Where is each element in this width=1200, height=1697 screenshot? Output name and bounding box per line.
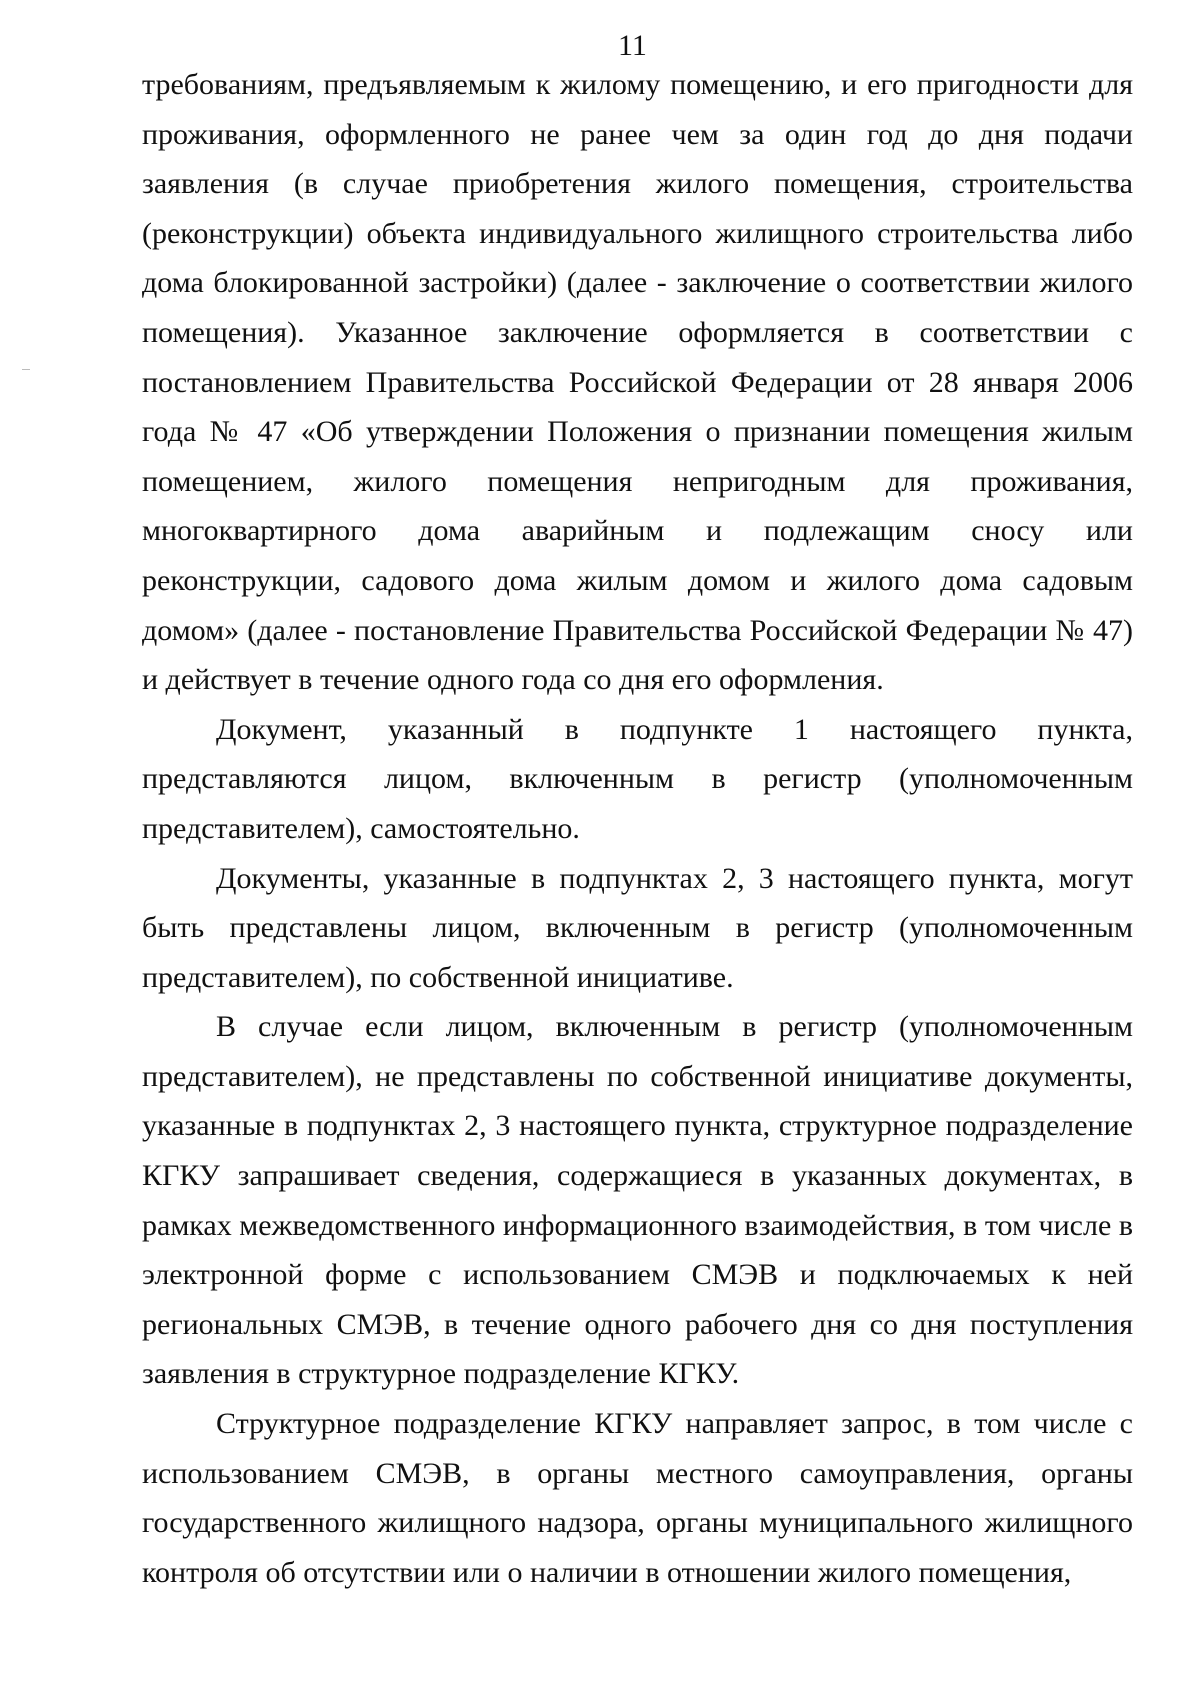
paragraph-documents-subpoints-2-3: Документы, указанные в подпунктах 2, 3 настоящего пункта, могут быть представлены лицом, включенным в регистр (уполномоченным представителем), по собственной инициативе. [142, 861, 1133, 994]
paragraph-continuation: требованиям, предъявляемым к жилому помещению, и его пригодности для проживания, оформленного не ранее чем за один год до дня подачи заявления (в случае приобретения жилого помещения, строительства (реконструкции) объекта индивидуального жилищного строительства либо дома блокированной застройки) (далее - заключение о соответствии жилого помещения). Указанное заключение оформляется в соответствии с постановлением Правительства Российской Федерации от 28 января 2006 года № 47 «Об утверждении Положения о признании помещения жилым помещением, жилого помещения непригодным для проживания, многоквартирного дома аварийным и подлежащим сносу или реконструкции, садового дома жилым домом и жилого дома садовым домом» (далее - постановление Правительства Российской Федерации № 47) и действует в течение одного года со дня его оформления. [142, 68, 1133, 697]
document-body [142, 60, 1133, 1597]
paragraph-kgku-request: Структурное подразделение КГКУ направляет запрос, в том числе с использованием СМЭВ, в органы местного самоуправления, органы государственного жилищного надзора, органы муниципального жилищного контроля об отсутствии или о наличии в отношении жилого помещения, [142, 1407, 1133, 1589]
paragraph-interagency-request: В случае если лицом, включенным в регистр (уполномоченным представителем), не представлены по собственной инициативе документы, указанные в подпунктах 2, 3 настоящего пункта, структурное подразделение КГКУ запрашивает сведения, содержащиеся в указанных документах, в рамках межведомственного информационного взаимодействия, в том числе в электронной форме с использованием СМЭВ и подключаемых к ней региональных СМЭВ, в течение одного рабочего дня со дня поступления заявления в структурное подразделение КГКУ. [142, 1010, 1133, 1391]
paragraph-document-subpoint-1: Документ, указанный в подпункте 1 настоящего пункта, представляются лицом, включенным в регистр (уполномоченным представителем), самостоятельно. [142, 712, 1133, 845]
page-number: 11 [618, 29, 647, 62]
scan-margin-mark [22, 369, 30, 370]
